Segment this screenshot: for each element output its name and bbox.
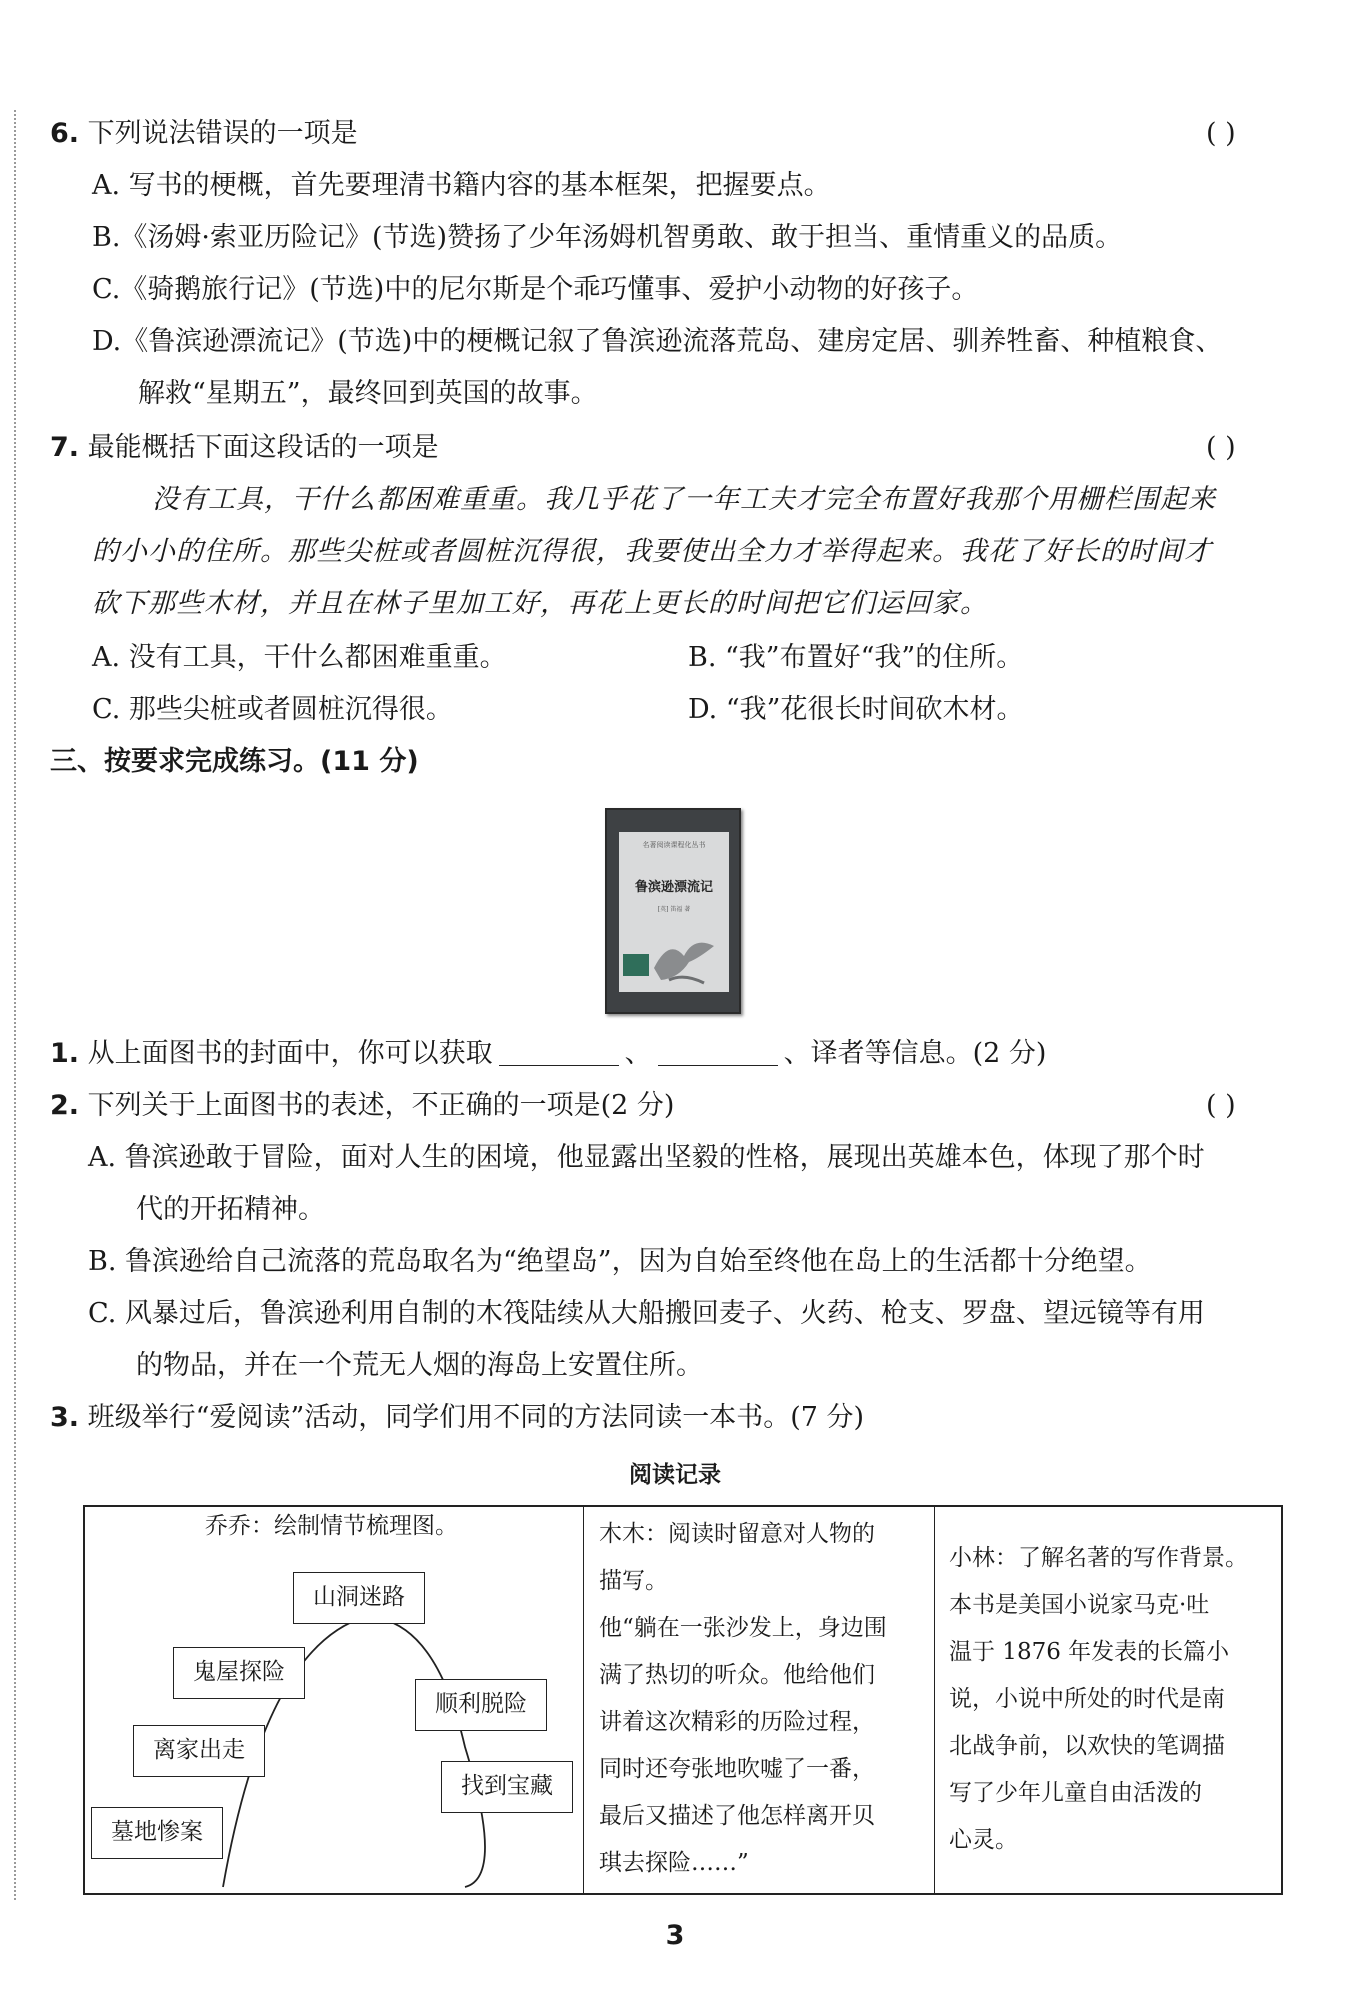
q6-option-c: C.《骑鹅旅行记》(节选)中的尼尔斯是个乖巧懂事、爱护小动物的好孩子。 bbox=[92, 274, 979, 305]
mumu-line-5: 讲着这次精彩的历险过程， bbox=[599, 1709, 875, 1735]
s1-blank-1[interactable] bbox=[499, 1038, 619, 1066]
plot-box-haunted-house: 鬼屋探险 bbox=[173, 1647, 305, 1699]
q7-option-a: A. 没有工具，干什么都困难重重。 bbox=[92, 642, 507, 673]
s2-option-c: C. 风暴过后，鲁滨逊利用自制的木筏陆续从大船搬回麦子、火药、枪支、罗盘、望远镜等有用 bbox=[88, 1298, 1205, 1329]
book-badge-icon bbox=[623, 954, 649, 976]
qiaoqiao-title: 乔乔：绘制情节梳理图。 bbox=[205, 1513, 458, 1539]
mumu-line-1: 木木：阅读时留意对人物的 bbox=[599, 1521, 875, 1547]
q7-option-c: C. 那些尖桩或者圆桩沉得很。 bbox=[92, 694, 453, 725]
s1-question: 1. 从上面图书的封面中，你可以获取 、 、译者等信息。(2 分) bbox=[50, 1038, 1047, 1069]
mumu-line-4: 满了热切的听众。他给他们 bbox=[599, 1662, 875, 1688]
s1-blank-2[interactable] bbox=[658, 1038, 778, 1066]
xiaolin-line-3: 温于 1876 年发表的长篇小 bbox=[949, 1639, 1230, 1665]
book-cover-panel bbox=[619, 832, 729, 992]
xiaolin-line-6: 写了少年儿童自由活泼的 bbox=[949, 1780, 1202, 1806]
q7-passage-line-3: 砍下那些木材，并且在林子里加工好，再花上更长的时间把它们运回家。 bbox=[92, 588, 988, 619]
plot-box-cave-lost: 山洞迷路 bbox=[293, 1572, 425, 1624]
book-author: [英] 笛福 著 bbox=[657, 906, 691, 913]
plot-box-escape: 顺利脱险 bbox=[415, 1679, 547, 1731]
q6-option-d: D.《鲁滨逊漂流记》(节选)中的梗概记叙了鲁滨逊流落荒岛、建房定居、驯养牲畜、种植粮食、 bbox=[92, 326, 1223, 357]
q7-option-b: B. “我”布置好“我”的住所。 bbox=[688, 642, 1024, 673]
reading-record-table bbox=[83, 1505, 1283, 1895]
q7-stem: 7. 最能概括下面这段话的一项是 bbox=[50, 432, 439, 463]
mumu-line-7: 最后又描述了他怎样离开贝 bbox=[599, 1803, 875, 1829]
s2-stem: 2. 下列关于上面图书的表述，不正确的一项是(2 分) bbox=[50, 1090, 675, 1121]
s2-answer-paren: ( ) bbox=[1206, 1090, 1236, 1121]
eagle-illustration-icon bbox=[649, 928, 719, 988]
mumu-line-2: 描写。 bbox=[599, 1568, 668, 1594]
reading-record-title: 阅读记录 bbox=[629, 1462, 721, 1488]
q6-option-d-cont: 解救“星期五”，最终回到英国的故事。 bbox=[138, 378, 598, 409]
plot-box-treasure: 找到宝藏 bbox=[441, 1761, 573, 1813]
s2-option-c-cont: 的物品，并在一个荒无人烟的海岛上安置住所。 bbox=[136, 1350, 703, 1381]
book-title: 鲁滨逊漂流记 bbox=[634, 880, 713, 895]
section-3-title: 三、按要求完成练习。(11 分) bbox=[50, 746, 419, 777]
mumu-line-8: 琪去探险……” bbox=[599, 1850, 749, 1876]
xiaolin-line-2: 本书是美国小说家马克·吐 bbox=[949, 1592, 1210, 1618]
s2-option-a-cont: 代的开拓精神。 bbox=[136, 1194, 325, 1225]
xiaolin-line-7: 心灵。 bbox=[949, 1827, 1018, 1853]
q6-option-a: A. 写书的梗概，首先要理清书籍内容的基本框架，把握要点。 bbox=[92, 170, 831, 201]
mumu-line-3: 他“躺在一张沙发上，身边围 bbox=[599, 1615, 887, 1641]
s2-option-b: B. 鲁滨逊给自己流落的荒岛取名为“绝望岛”，因为自始至终他在岛上的生活都十分绝望。 bbox=[88, 1246, 1152, 1277]
xiaolin-line-1: 小林：了解名著的写作背景。 bbox=[949, 1545, 1248, 1571]
xiaolin-line-4: 说，小说中所处的时代是南 bbox=[949, 1686, 1225, 1712]
q6-answer-paren: ( ) bbox=[1206, 118, 1236, 149]
q7-passage-line-1: 没有工具，干什么都困难重重。我几乎花了一年工夫才完全布置好我那个用栅栏围起来 bbox=[152, 484, 1216, 515]
s2-option-a: A. 鲁滨逊敢于冒险，面对人生的困境，他显露出坚毅的性格，展现出英雄本色，体现了那个时 bbox=[88, 1142, 1205, 1173]
binding-dotted-line bbox=[14, 110, 16, 1900]
q7-passage-line-2: 的小小的住所。那些尖桩或者圆桩沉得很，我要使出全力才举得起来。我花了好长的时间才 bbox=[92, 536, 1212, 567]
page-number: 3 bbox=[665, 1920, 685, 1951]
q6-stem: 6. 下列说法错误的一项是 bbox=[50, 118, 358, 149]
book-cover-image bbox=[605, 808, 741, 1014]
q6-option-b: B.《汤姆·索亚历险记》(节选)赞扬了少年汤姆机智勇敢、敢于担当、重情重义的品质。 bbox=[92, 222, 1123, 253]
book-series-text: 名著阅读课程化丛书 bbox=[642, 841, 706, 849]
q7-option-d: D. “我”花很长时间砍木材。 bbox=[688, 694, 1024, 725]
table-divider-1 bbox=[583, 1507, 584, 1893]
plot-box-run-away: 离家出走 bbox=[133, 1725, 265, 1777]
q7-answer-paren: ( ) bbox=[1206, 432, 1236, 463]
table-divider-2 bbox=[934, 1507, 935, 1893]
s3-question: 3. 班级举行“爱阅读”活动，同学们用不同的方法同读一本书。(7 分) bbox=[50, 1402, 865, 1433]
mumu-line-6: 同时还夸张地吹嘘了一番， bbox=[599, 1756, 875, 1782]
plot-box-graveyard: 墓地惨案 bbox=[91, 1807, 223, 1859]
xiaolin-line-5: 北战争前，以欢快的笔调描 bbox=[949, 1733, 1225, 1759]
